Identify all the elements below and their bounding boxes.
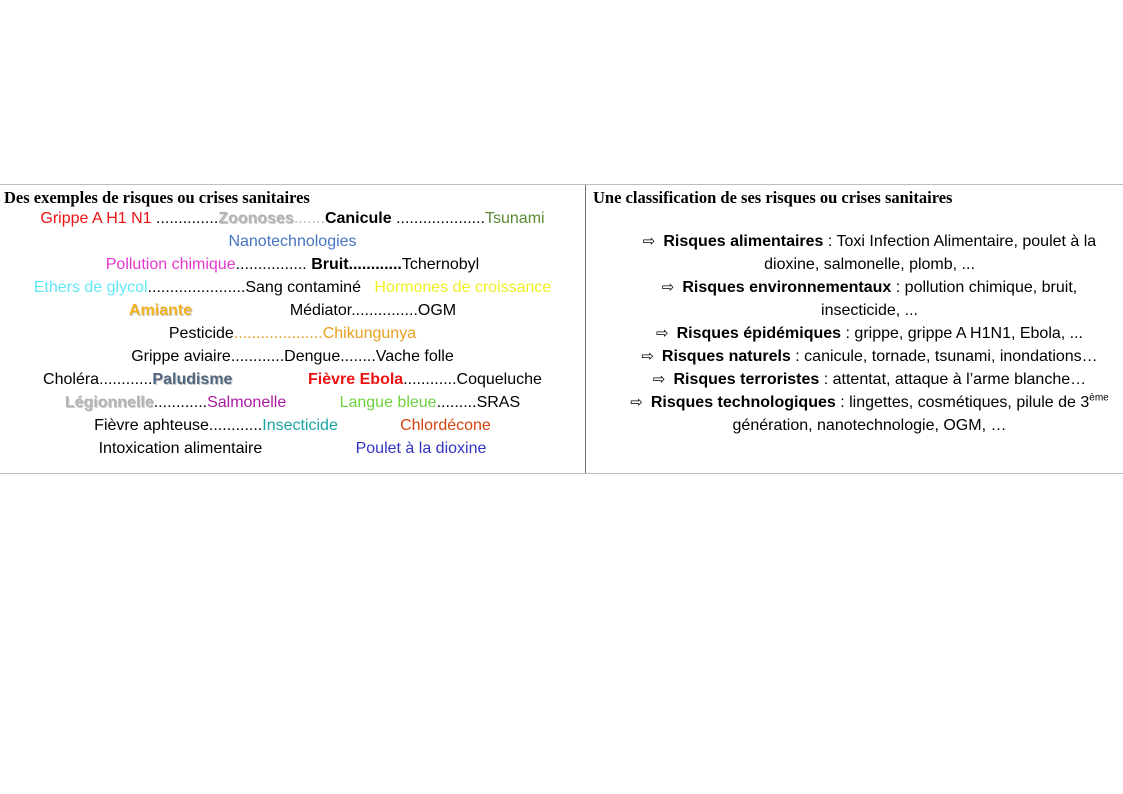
examples-line-10: Fièvre aphteuse............Insecticide Chlordécone	[94, 417, 491, 434]
examples-line-4: Ethers de glycol......................Sang contaminé Hormones de croissance	[33, 279, 552, 296]
arrow-right-icon: ⇨	[641, 348, 654, 365]
examples-line-2	[0, 230, 585, 253]
arrow-right-icon: ⇨	[656, 325, 669, 342]
example-paludisme: Paludisme	[152, 371, 233, 388]
classification-item-alimentaires: ⇨ Risques alimentaires : Toxi Infection Alimentaire, poulet à la dioxine, salmonelle, plomb, ...	[642, 233, 1097, 273]
classification-column	[586, 185, 1123, 473]
examples-line-9: Légionnelle............Salmonelle Langue bleue.........SRAS	[64, 394, 521, 411]
example-pesticide: Pesticide	[168, 325, 234, 342]
examples-line-11	[0, 437, 585, 460]
example-ethers-de-glycol: Ethers de glycol	[33, 279, 148, 296]
examples-line-3: Pollution chimique................ Bruit............Tchernobyl	[105, 256, 480, 273]
example-fievre-ebola: Fièvre Ebola	[308, 371, 404, 388]
arrow-right-icon: ⇨	[661, 279, 675, 296]
example-bruit: Bruit	[311, 256, 349, 273]
classification-item-naturels: ⇨ Risques naturels : canicule, tornade, tsunami, inondations…	[641, 348, 1098, 365]
risk-table	[0, 184, 1123, 474]
example-zoonoses: Zoonoses	[218, 210, 294, 227]
example-grippe-a-h1n1: Grippe A H1 N1	[40, 210, 152, 227]
examples-line-1: Grippe A H1 N1 ..............Zoonoses.......Canicule ....................Tsunami	[40, 210, 545, 227]
classification-item-environnementaux: ⇨ Risques environnementaux : pollution chimique, bruit, insecticide, ...	[661, 279, 1078, 319]
example-vache-folle: Vache folle	[375, 348, 454, 365]
examples-lines	[0, 207, 585, 460]
example-cholera: Choléra	[43, 371, 100, 388]
example-ogm: OGM	[417, 302, 457, 319]
example-nanotechnologies: Nanotechnologies	[228, 233, 357, 250]
example-amiante: Amiante	[128, 302, 193, 319]
example-hormones-de-croissance: Hormones de croissance	[374, 279, 552, 296]
arrow-right-icon: ⇨	[630, 394, 643, 411]
examples-line-7: Grippe aviaire............Dengue........Vache folle	[131, 348, 454, 365]
example-dengue: Dengue	[284, 348, 341, 365]
classification-item-epidemiques: ⇨ Risques épidémiques : grippe, grippe A H1N1, Ebola, ...	[656, 325, 1083, 342]
example-intoxication-alimentaire: Intoxication alimentaire	[98, 440, 263, 457]
example-salmonelle: Salmonelle	[207, 394, 287, 411]
examples-line-5: Amiante Médiator...............OGM	[128, 302, 457, 319]
example-chlordecone: Chlordécone	[400, 417, 491, 434]
example-sang-contamine: Sang contaminé	[245, 279, 361, 296]
examples-line-8: Choléra............Paludisme Fièvre Ebola............Coqueluche	[43, 371, 542, 388]
example-mediator: Médiator	[289, 302, 352, 319]
example-coqueluche: Coqueluche	[456, 371, 542, 388]
example-pollution-chimique: Pollution chimique	[105, 256, 236, 273]
example-sras: SRAS	[476, 394, 521, 411]
example-insecticide: Insecticide	[262, 417, 338, 434]
example-legionnelle: Légionnelle	[64, 394, 154, 411]
example-tchernobyl: Tchernobyl	[401, 256, 480, 273]
examples-line-6: Pesticide....................Chikungunya	[168, 325, 417, 342]
example-poulet-a-la-dioxine: Poulet à la dioxine	[355, 440, 487, 457]
classification-list	[586, 230, 1123, 437]
classification-heading: Une classification de ses risques ou crises sanitaires	[593, 188, 953, 207]
arrow-right-icon: ⇨	[642, 233, 656, 250]
example-grippe-aviaire: Grippe aviaire	[131, 348, 231, 365]
example-fievre-aphteuse: Fièvre aphteuse	[94, 417, 209, 434]
example-langue-bleue: Langue bleue	[339, 394, 437, 411]
example-canicule: Canicule	[324, 210, 392, 227]
arrow-right-icon: ⇨	[652, 371, 666, 388]
examples-column	[0, 185, 585, 473]
example-tsunami: Tsunami	[485, 210, 545, 227]
examples-heading: Des exemples de risques ou crises sanitaires	[4, 188, 310, 207]
example-chikungunya: Chikungunya	[322, 325, 417, 342]
classification-item-terroristes: ⇨ Risques terroristes : attentat, attaque à l’arme blanche…	[652, 371, 1087, 388]
classification-item-technologiques: ⇨ Risques technologiques : lingettes, cosmétiques, pilule de 3ème génération, nanotechnologie, OGM, …	[630, 392, 1109, 434]
